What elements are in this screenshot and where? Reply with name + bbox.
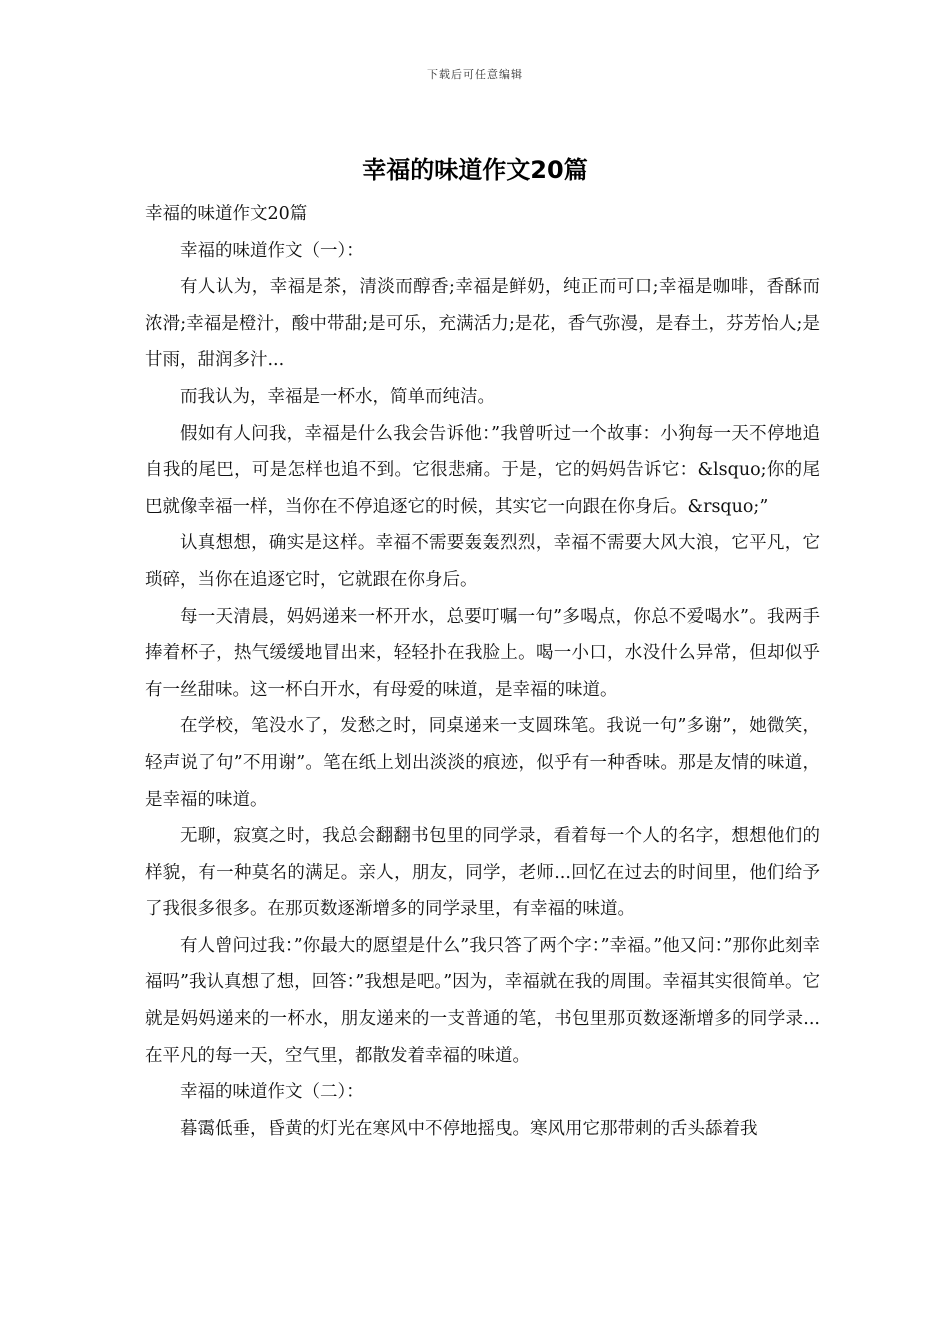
document-body — [145, 196, 820, 1147]
paragraph: 无聊，寂寞之时，我总会翻翻书包里的同学录，看着每一个人的名字，想想他们的样貌，有一种莫名的满足。亲人，朋友，同学，老师...回忆在过去的时间里，他们给予了我很多很多。在那页数逐渐增多的同学录里，有幸福的味道。 — [145, 826, 820, 920]
document-subtitle: 幸福的味道作文20篇 — [145, 204, 308, 224]
paragraph-section-heading-2: 幸福的味道作文（二）： — [180, 1082, 364, 1103]
paragraph: 假如有人问我，幸福是什么我会告诉他：”我曾听过一个故事：小狗每一天不停地追自我的尾巴，可是怎样也追不到。它很悲痛。于是，它的妈妈告诉它：&lsquo;你的尾巴就像幸福一样，当你在不停追逐它的时候，其实它一向跟在你身后。&rsquo;” — [145, 423, 820, 517]
paragraph: 而我认为，幸福是一杯水，简单而纯洁。 — [180, 386, 495, 407]
paragraph: 每一天清晨，妈妈递来一杯开水，总要叮嘱一句”多喝点，你总不爱喝水”。我两手捧着杯子，热气缓缓地冒出来，轻轻扑在我脸上。喝一小口，水没什么异常，但却似乎有一丝甜味。这一杯白开水，有母爱的味道，是幸福的味道。 — [145, 606, 820, 700]
page-header-note: 下载后可任意编辑 — [427, 68, 523, 81]
paragraph: 有人认为，幸福是茶，清淡而醇香;幸福是鲜奶，纯正而可口;幸福是咖啡，香酥而浓滑;幸福是橙汁，酸中带甜;是可乐，充满活力;是花，香气弥漫，是春土，芬芳怡人;是甘雨，甜润多汁... — [145, 277, 820, 371]
paragraph: 暮霭低垂，昏黄的灯光在寒风中不停地摇曳。寒风用它那带刺的舌头舔着我 — [180, 1118, 758, 1139]
document-title: 幸福的味道作文20篇 — [362, 156, 588, 184]
paragraph-section-heading-1: 幸福的味道作文（一）： — [180, 240, 364, 261]
paragraph: 有人曾问过我：”你最大的愿望是什么”我只答了两个字：”幸福。”他又问：”那你此刻幸福吗”我认真想了想，回答：”我想是吧。”因为，幸福就在我的周围。幸福其实很简单。它就是妈妈递来的一杯水，朋友递来的一支普通的笔，书包里那页数逐渐增多的同学录...在平凡的每一天，空气里，都散发着幸福的味道。 — [145, 935, 820, 1066]
paragraph: 认真想想，确实是这样。幸福不需要轰轰烈烈，幸福不需要大风大浪，它平凡，它琐碎，当你在追逐它时，它就跟在你身后。 — [145, 533, 820, 590]
paragraph: 在学校，笔没水了，发愁之时，同桌递来一支圆珠笔。我说一句”多谢”，她微笑，轻声说了句”不用谢”。笔在纸上划出淡淡的痕迹，似乎有一种香味。那是友情的味道，是幸福的味道。 — [145, 716, 820, 810]
